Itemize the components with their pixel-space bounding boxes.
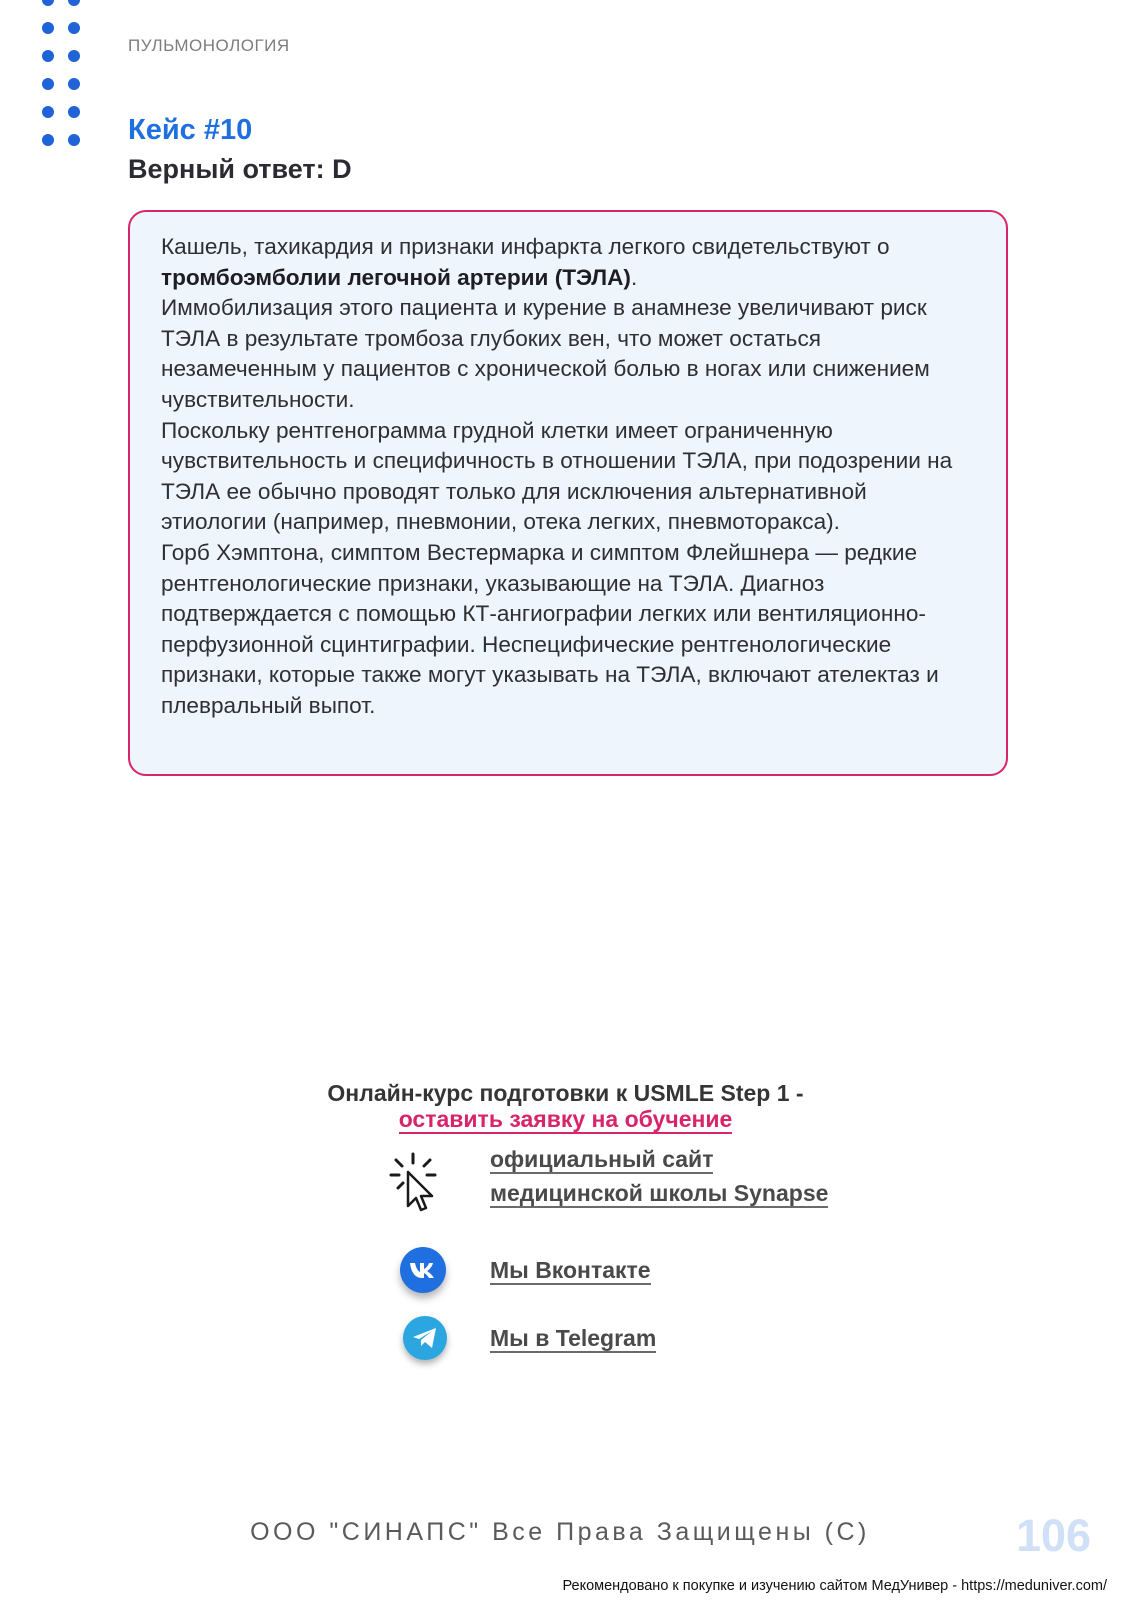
site-link-text-2[interactable]: медицинской школы Synapse [490, 1180, 829, 1206]
telegram-link-text[interactable]: Мы в Telegram [490, 1325, 657, 1351]
telegram-icon[interactable] [403, 1316, 447, 1360]
paragraph-1-end: . [630, 264, 638, 290]
copyright: ООО "СИНАПС" Все Права Защищены (С) [250, 1518, 870, 1546]
decorative-dots [40, 0, 90, 160]
apply-link[interactable]: оставить заявку на обучение [398, 1106, 733, 1132]
paragraph-3: Поскольку рентгенограмма грудной клетки имеет ограниченную чувствительность и специфичность в отношении ТЭЛА, при подозрении на ТЭЛА ее обычно проводят только для исключения альтернативной этиологии (например, пневмонии, отека легких, пневмоторакса). [161, 417, 953, 535]
paragraph-2: Иммобилизация этого пациента и курение в анамнезе увеличивают риск ТЭЛА в результате тромбоза глубоких вен, что может остаться незамеченным у пациентов с хронической болью в ногах или снижением чувствительности. [161, 295, 930, 412]
promo-title: Онлайн-курс подготовки к USMLE Step 1 - [327, 1080, 804, 1106]
vk-icon[interactable] [400, 1247, 446, 1293]
site-link-line-1[interactable] [490, 1146, 713, 1173]
page-number: 106 [1016, 1510, 1092, 1561]
paragraph-1-text: Кашель, тахикардия и признаки инфаркта легкого свидетельствуют о [161, 234, 890, 259]
promo-link-row [0, 1106, 1131, 1133]
vk-link[interactable] [490, 1257, 651, 1284]
case-title: Кейс #10 [128, 114, 253, 146]
site-link-text-1[interactable]: официальный сайт [490, 1146, 714, 1172]
telegram-link[interactable] [490, 1325, 656, 1352]
paragraph-4: Горб Хэмптона, симптом Вестермарка и симптом Флейшнера — редкие рентгенологические признаки, указывающие на ТЭЛА. Диагноз подтверждается с помощью КТ-ангиографии легких или вентиляционно-перфузионной сцинтиграфии. Неспецифические рентгенологические признаки, которые также могут указывать на ТЭЛА, включают ателектаз и плевральный выпот. [161, 539, 939, 718]
cursor-click-icon [388, 1150, 438, 1214]
paragraph-1 [161, 232, 976, 293]
paragraph-1-bold: тромбоэмболии легочной артерии (ТЭЛА) [161, 264, 631, 290]
correct-answer: Верный ответ: D [128, 154, 352, 184]
explanation-card [128, 210, 1008, 776]
site-link-line-2[interactable] [490, 1180, 828, 1207]
footer-note: Рекомендовано к покупке и изучению сайтом МедУнивер - https://meduniver.com/ [562, 1578, 1107, 1594]
section-label: ПУЛЬМОНОЛОГИЯ [128, 36, 290, 55]
vk-link-text[interactable]: Мы Вконтакте [490, 1257, 651, 1283]
